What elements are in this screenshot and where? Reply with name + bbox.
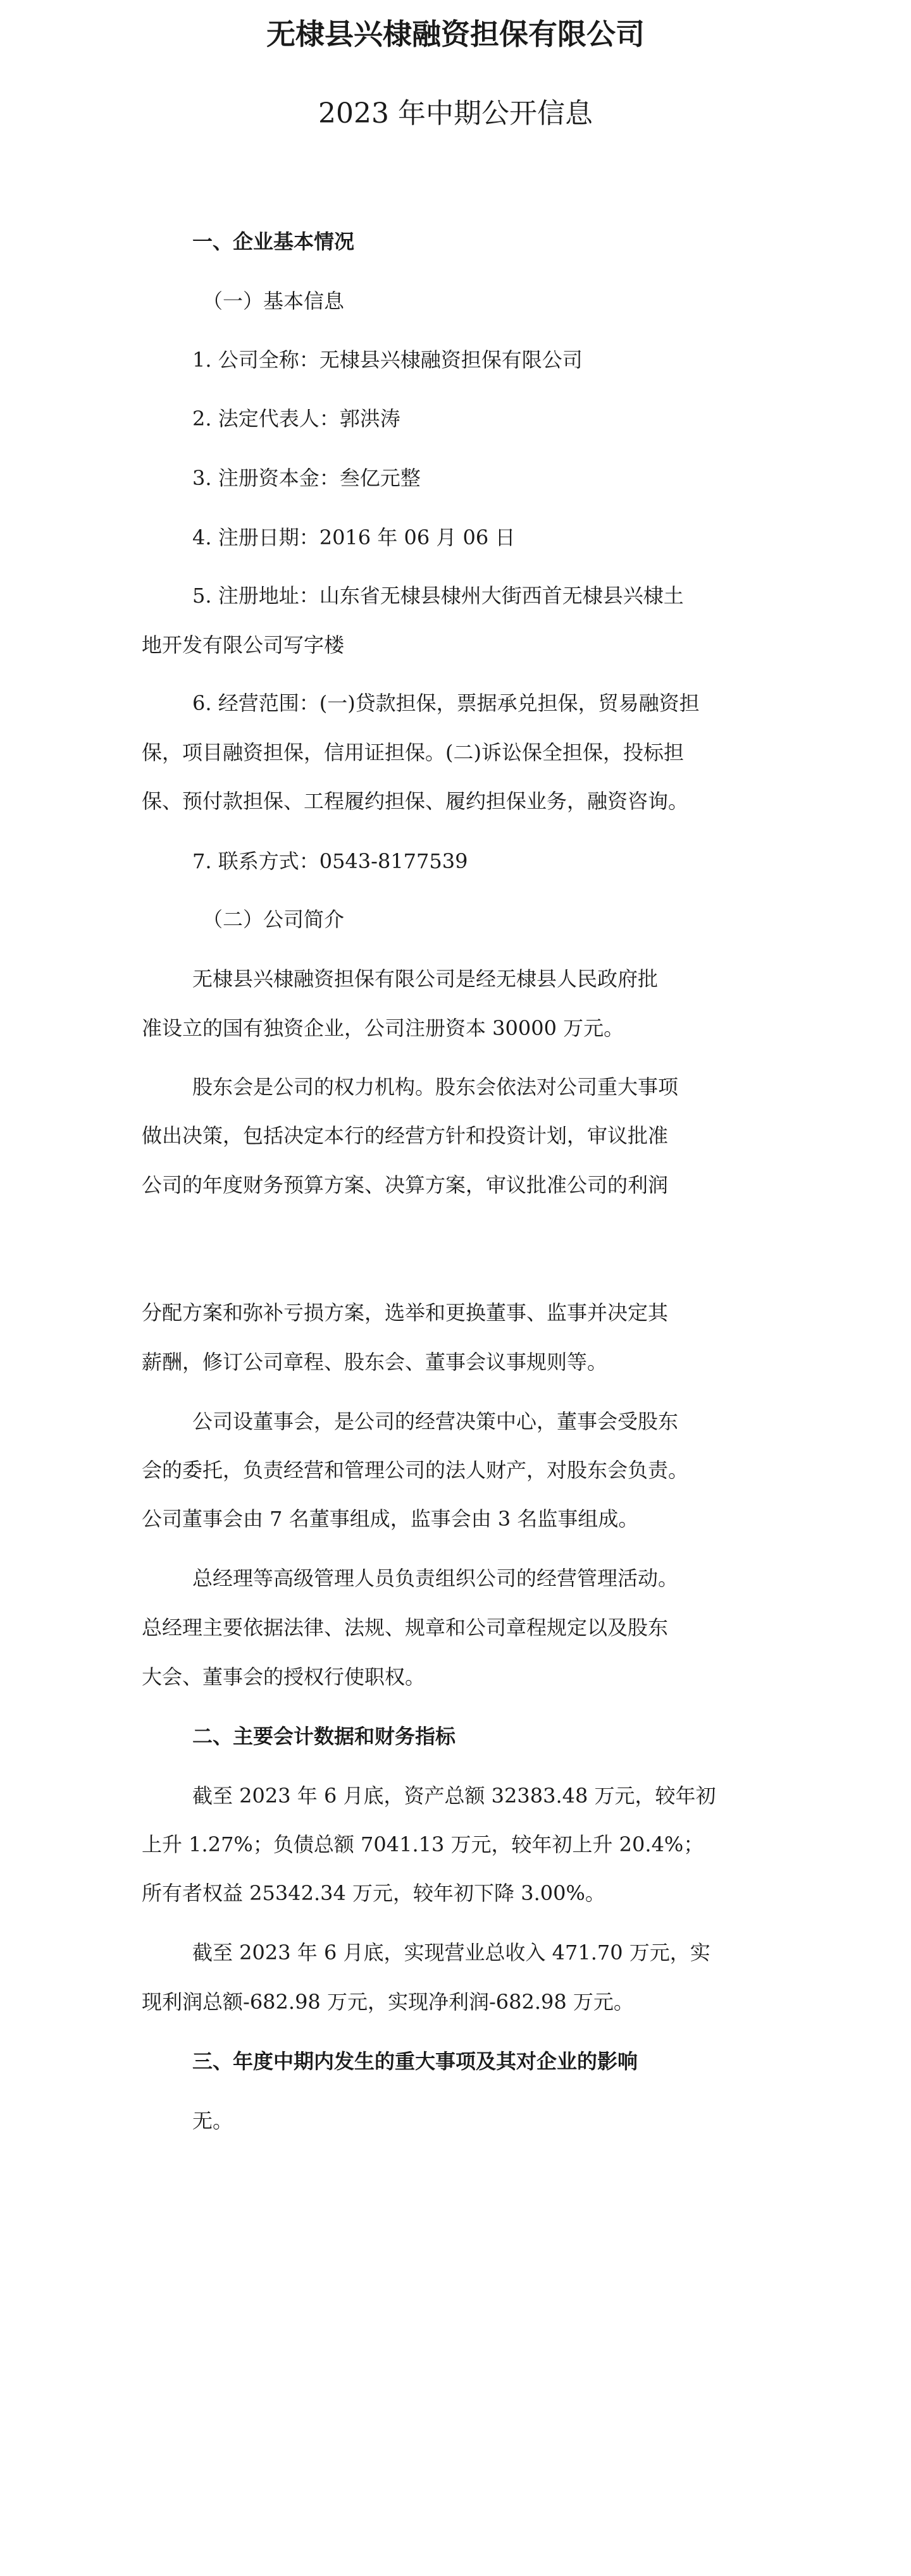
text-line: 薪酬，修订公司章程、股东会、董事会议事规则等。 [142,1350,608,1374]
text-line: 所有者权益 25342.34 万元，较年初下降 3.00%。 [142,1881,605,1905]
text-line: 公司的年度财务预算方案、决算方案，审议批准公司的利润 [142,1173,669,1197]
text-line: 大会、董事会的授权行使职权。 [142,1665,426,1689]
text-line: 股东会是公司的权力机构。股东会依法对公司重大事项 [192,1075,679,1099]
text-line: （二）公司简介 [202,907,345,931]
text-line: 保、预付款担保、工程履约担保、履约担保业务，融资咨询。 [142,789,689,813]
text-line: 截至 2023 年 6 月底，实现营业总收入 471.70 万元，实 [192,1941,710,1965]
document-title: 无棣县兴棣融资担保有限公司 [266,17,645,51]
text-line: （一）基本信息 [202,289,345,313]
text-line: 无棣县兴棣融资担保有限公司是经无棣县人民政府批 [192,967,659,991]
section-heading: 二、主要会计数据和财务指标 [192,1724,456,1748]
text-line: 2. 法定代表人：郭洪涛 [192,407,400,431]
text-line: 无。 [192,2109,233,2133]
text-line: 总经理主要依据法律、法规、规章和公司章程规定以及股东 [142,1616,669,1640]
text-line: 6. 经营范围：(一)贷款担保，票据承兑担保，贸易融资担 [192,691,700,715]
text-line: 地开发有限公司写字楼 [142,633,345,657]
text-line: 做出决策，包括决定本行的经营方针和投资计划，审议批准 [142,1124,669,1148]
text-line: 公司董事会由 7 名董事组成，监事会由 3 名监事组成。 [142,1507,639,1531]
section-heading: 三、年度中期内发生的重大事项及其对企业的影响 [192,2049,638,2073]
text-line: 准设立的国有独资企业，公司注册资本 30000 万元。 [142,1016,624,1040]
text-line: 公司设董事会，是公司的经营决策中心，董事会受股东 [192,1409,679,1433]
text-line: 会的委托，负责经营和管理公司的法人财产，对股东会负责。 [142,1458,689,1482]
text-line: 4. 注册日期：2016 年 06 月 06 日 [192,525,516,549]
text-line: 分配方案和弥补亏损方案，选举和更换董事、监事并决定其 [142,1301,669,1325]
text-line: 保，项目融资担保，信用证担保。(二)诉讼保全担保，投标担 [142,740,684,764]
text-line: 总经理等高级管理人员负责组织公司的经营管理活动。 [192,1566,679,1590]
text-line: 3. 注册资本金：叁亿元整 [192,466,421,490]
document-subtitle: 2023 年中期公开信息 [318,97,593,130]
text-line: 1. 公司全称：无棣县兴棣融资担保有限公司 [192,348,583,372]
text-line: 上升 1.27%；负债总额 7041.13 万元，较年初上升 20.4%； [142,1832,704,1856]
text-line: 截至 2023 年 6 月底，资产总额 32383.48 万元，较年初 [192,1784,716,1808]
text-line: 7. 联系方式：0543-8177539 [192,849,468,873]
text-line: 现利润总额-682.98 万元，实现净利润-682.98 万元。 [142,1990,634,2014]
text-line: 5. 注册地址：山东省无棣县棣州大街西首无棣县兴棣土 [192,584,684,608]
section-heading: 一、企业基本情况 [192,230,355,254]
